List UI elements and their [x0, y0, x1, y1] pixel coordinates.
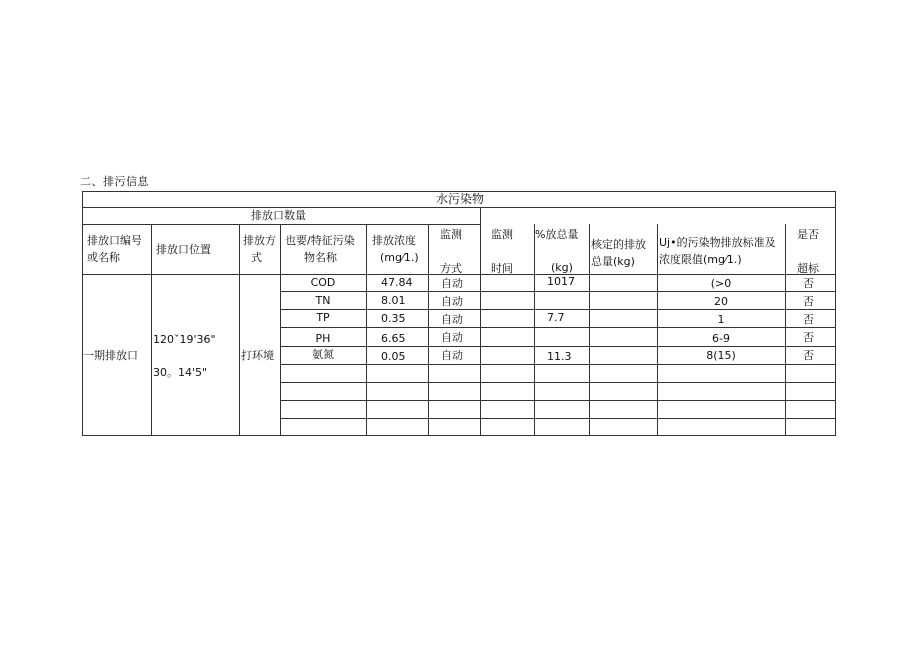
rule-col-3 — [280, 224, 281, 436]
header-monitor-time-2: 时间 — [491, 262, 513, 275]
row-4-standard: 6-9 — [712, 332, 730, 345]
row-4-pollutant: PH — [315, 332, 331, 345]
rule-col-7 — [534, 224, 535, 436]
row-1-exceed: 否 — [803, 277, 814, 290]
row-2-concentration: 8.01 — [381, 294, 406, 307]
header-approved-total-2: 总量(kg) — [591, 255, 635, 268]
discharge-method: 打环境 — [241, 349, 274, 362]
rule-col-1 — [151, 224, 152, 436]
row-4-monitor: 自动 — [441, 331, 463, 344]
row-2-exceed: 否 — [803, 295, 814, 308]
section-title: 二、排污信息 — [80, 175, 149, 188]
row-3-pollutant: TP — [316, 311, 330, 324]
header-outlet-id-2: 或名称 — [87, 251, 120, 264]
header-exceed-2: 超标 — [797, 262, 819, 275]
row-3-standard: 1 — [717, 313, 725, 326]
header-pollutant-2: 物名称 — [304, 251, 337, 264]
header-outlet-position: 排放口位置 — [156, 243, 211, 256]
rule-row-8 — [280, 418, 836, 419]
row-4-exceed: 否 — [803, 331, 814, 344]
row-5-exceed: 否 — [803, 349, 814, 362]
rule-row-3 — [280, 327, 836, 328]
row-5-monitor: 自动 — [441, 349, 463, 362]
row-2-standard: 20 — [714, 295, 728, 308]
rule-col-5 — [428, 224, 429, 436]
row-2-monitor: 自动 — [441, 295, 463, 308]
row-5-pollutant: 氨氮 — [312, 348, 334, 361]
rule-col-9 — [657, 224, 658, 436]
rule-row-4 — [280, 346, 836, 347]
row-1-total: 1017 — [547, 275, 575, 288]
rule-title-bottom — [82, 207, 836, 208]
rule-row-6 — [280, 382, 836, 383]
rule-col-8 — [589, 224, 590, 436]
header-monitor-method-2: 方式 — [440, 262, 462, 275]
row-1-standard: (>0 — [710, 277, 732, 290]
header-approved-total: 核定的排放 — [591, 238, 646, 251]
row-3-monitor: 自动 — [441, 313, 463, 326]
row-1-monitor: 自动 — [441, 277, 463, 290]
outlet-name: 一期排放口 — [83, 349, 138, 362]
row-3-total: 7.7 — [547, 311, 565, 324]
header-standard: Uj•的污染物排放标准及 — [659, 236, 776, 249]
header-monitor-time: 监测 — [491, 228, 513, 241]
rule-col-4 — [366, 224, 367, 436]
rule-group-bottom — [82, 224, 480, 225]
header-standard-2: 浓度限值(mg⁄1.) — [659, 253, 742, 266]
rule-row-7 — [280, 400, 836, 401]
row-5-standard: 8(15) — [706, 349, 736, 362]
row-4-concentration: 6.65 — [381, 332, 406, 345]
header-exceed: 是否 — [797, 228, 819, 241]
rule-col-6 — [480, 207, 481, 436]
row-5-concentration: 0.05 — [381, 350, 406, 363]
header-method: 排放方 — [243, 234, 276, 247]
header-method-2: 式 — [251, 251, 262, 264]
rule-col-10 — [785, 224, 786, 436]
row-3-exceed: 否 — [803, 313, 814, 326]
rule-row-1 — [280, 291, 836, 292]
row-2-pollutant: TN — [315, 294, 331, 307]
table-title: 水污染物 — [435, 192, 484, 206]
outlet-latitude: 30。14'5" — [153, 366, 208, 379]
header-total: %放总量 — [535, 228, 579, 241]
header-monitor-method: 监测 — [440, 228, 462, 241]
header-total-unit: (kg) — [551, 261, 573, 274]
header-pollutant: 也要/特征污染 — [285, 234, 355, 247]
row-5-total: 11.3 — [547, 350, 572, 363]
row-1-pollutant: COD — [310, 276, 336, 289]
header-outlet-id: 排放口编号 — [87, 234, 142, 247]
row-1-concentration: 47.84 — [381, 276, 413, 289]
rule-col-2 — [239, 224, 240, 436]
rule-row-5 — [280, 364, 836, 365]
header-concentration-unit: (mg⁄1.) — [380, 251, 419, 264]
outlet-longitude: 120ˇ19'36" — [153, 333, 216, 346]
row-3-concentration: 0.35 — [381, 312, 406, 325]
group-header: 排放口数量 — [251, 209, 306, 222]
header-concentration: 排放浓度 — [372, 234, 416, 247]
rule-row-2 — [280, 309, 836, 310]
